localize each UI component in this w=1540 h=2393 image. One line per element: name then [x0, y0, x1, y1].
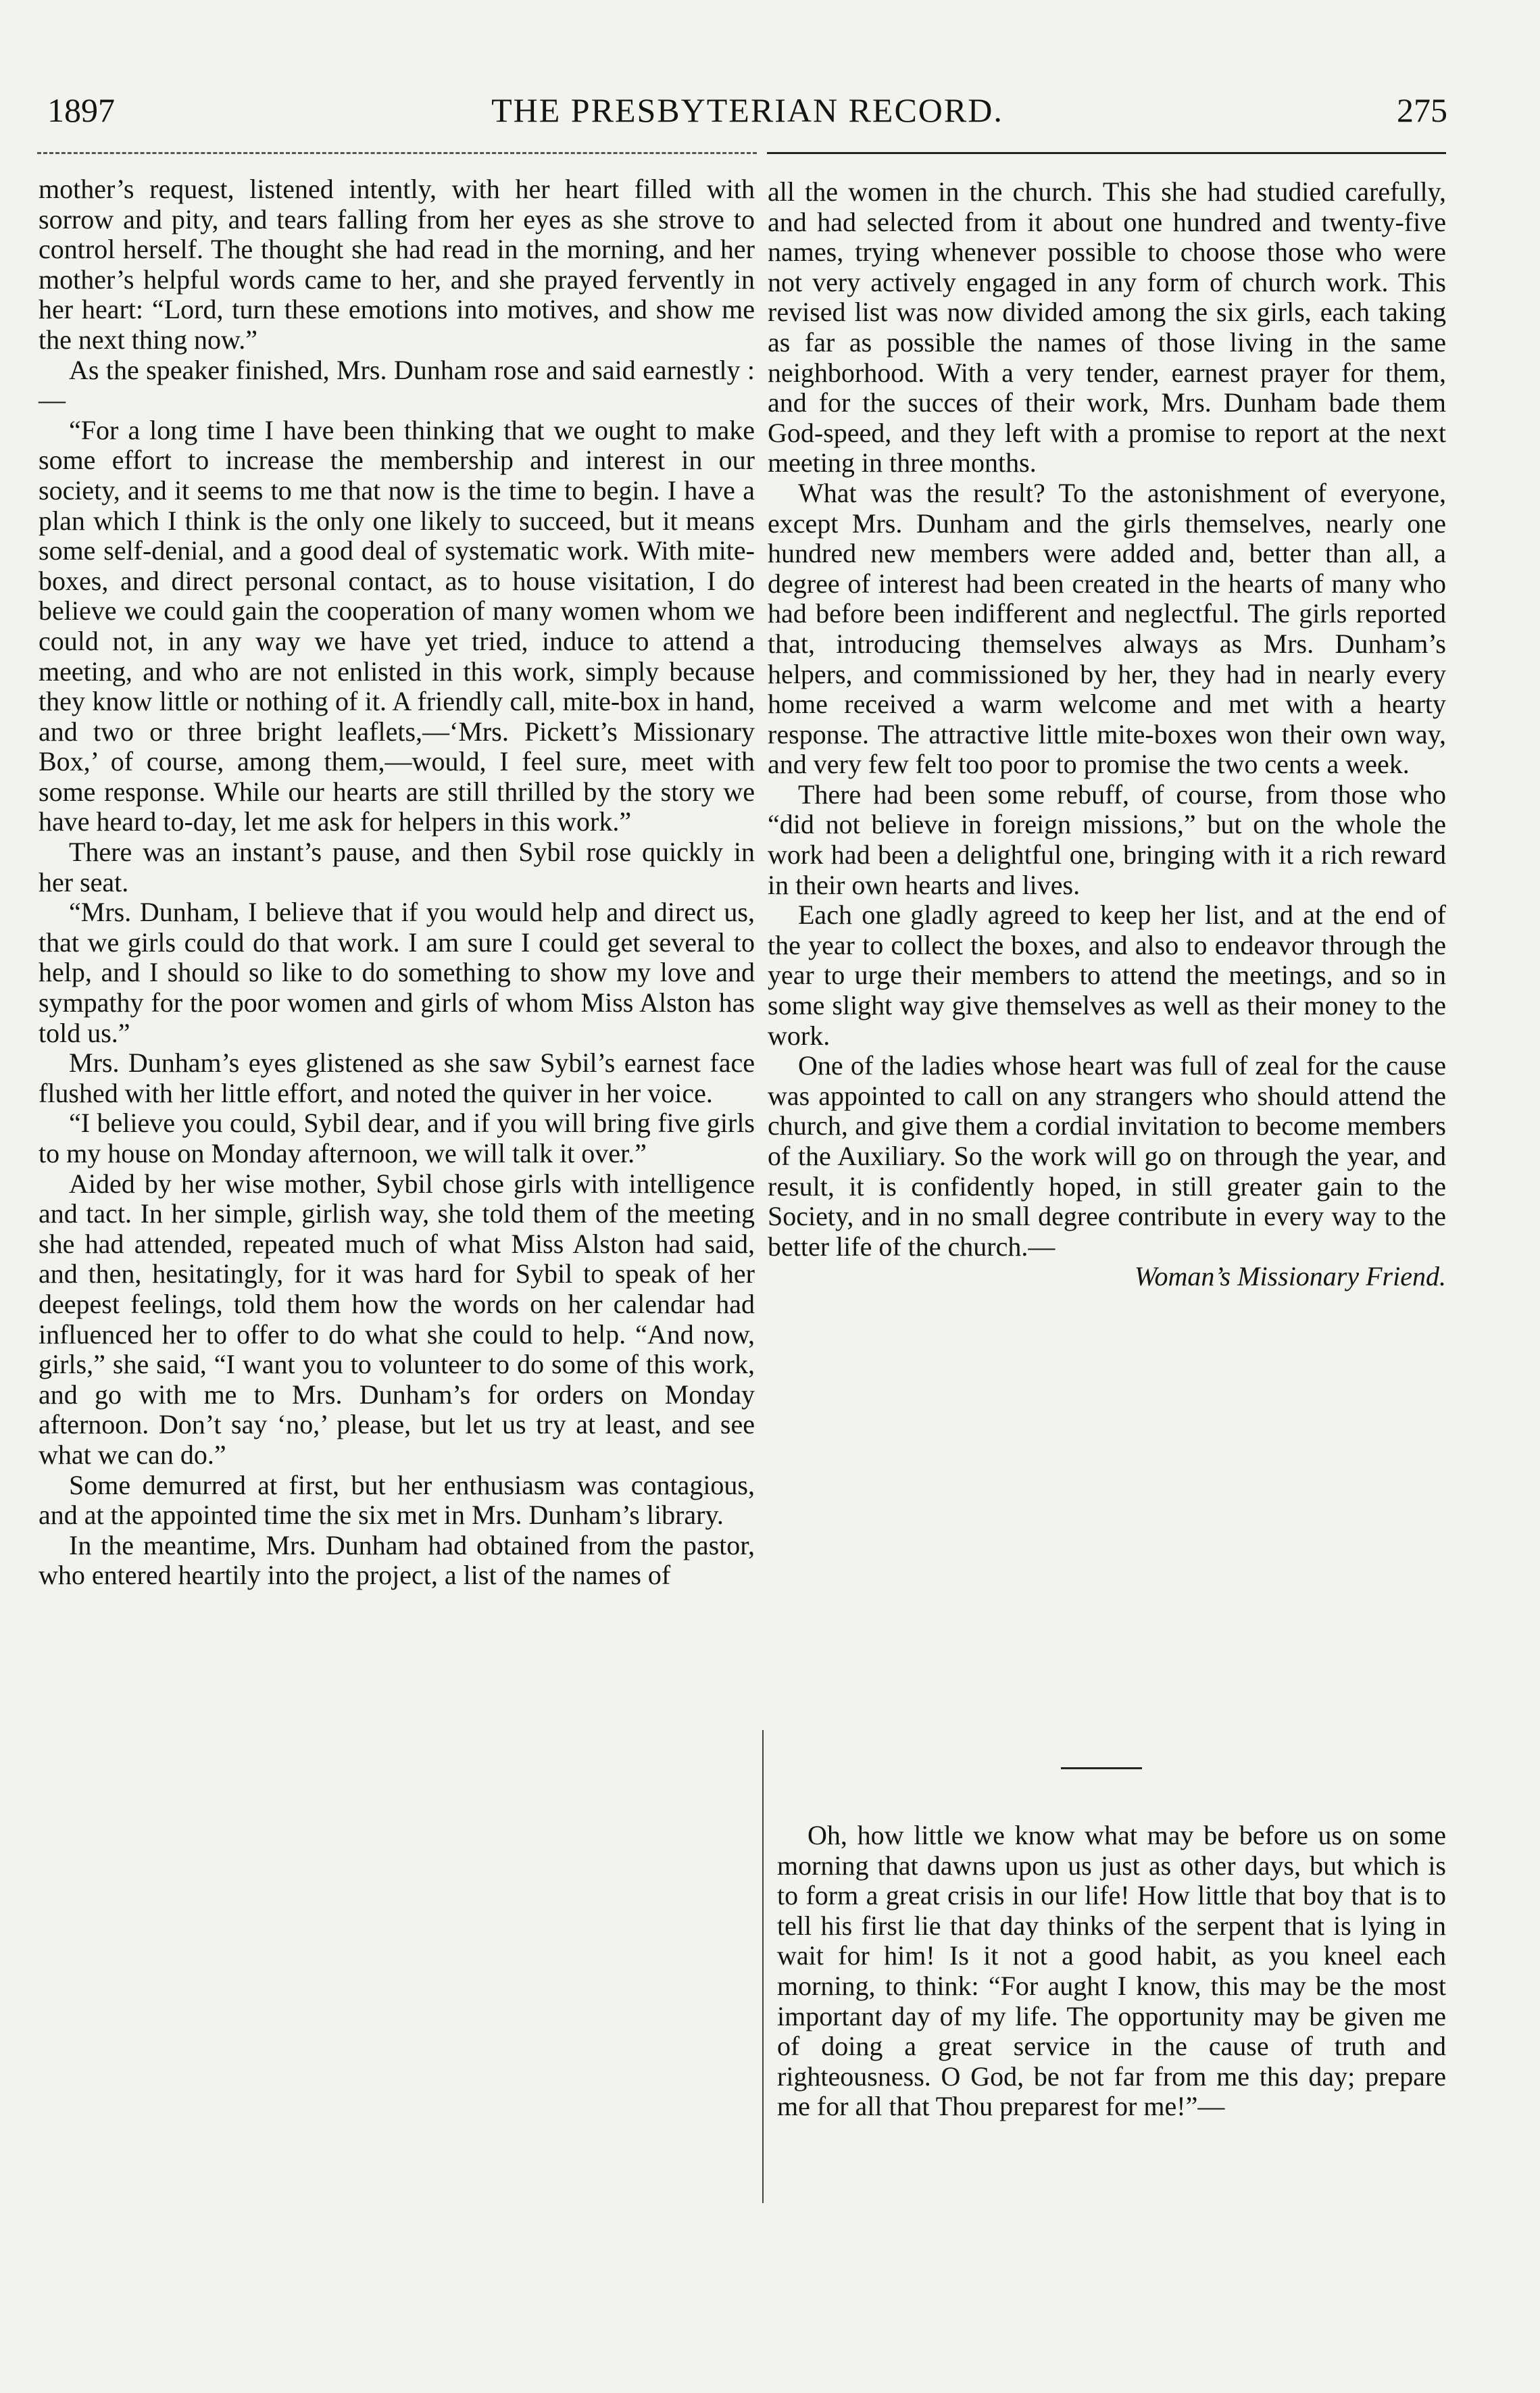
- paragraph: What was the result? To the astonishment of everyone, except Mrs. Dunham and the girls themselves, nearly one hundred new members were added and, better than all, a degree of interest had been created in the hearts of many who had before been indifferent and neglectful. The girls reported that, introducing themselves always as Mrs. Dunham’s helpers, and commissioned by her, they had in nearly every home received a warm welcome and met with a hearty response. The attractive little mite-boxes won their own way, and very few felt too poor to promise the two cents a week.: [768, 477, 1446, 780]
- paragraph: Mrs. Dunham’s eyes glistened as she saw Sybil’s earnest face flushed with her little effort, and noted the quiver in her voice.: [39, 1047, 755, 1108]
- paragraph: Aided by her wise mother, Sybil chose girls with intelligence and tact. In her simple, girlish way, she told them of the meeting she had attended, repeated much of what Miss Alston had said, and then, hesitatingly, for it was hard for Sybil to speak of her deepest feelings, told them how the words on her calendar had influenced her to offer to do what she could to help. “And now, girls,” she said, “I want you to volunteer to do some of this work, and go with me to Mrs. Dunham’s for orders on Monday afternoon. Don’t say ‘no,’ please, but let us try at least, and see what we can do.”: [39, 1168, 755, 1470]
- page-header: [47, 87, 1447, 134]
- closing-section: [777, 1821, 1446, 2122]
- paragraph: As the speaker finished, Mrs. Dunham rose and said earnestly :—: [39, 354, 755, 416]
- header-year: 1897: [47, 91, 115, 129]
- paragraph: One of the ladies whose heart was full of zeal for the cause was appointed to call on any strangers who should attend the church, and give them a cordial invitation to become members of the Auxiliary. So the work will go on through the year, and result, it is confidently hoped, in still greater gain to the Society, and in no small degree contribute in every way to the better life of the church.—: [768, 1050, 1446, 1262]
- header-title: THE PRESBYTERIAN RECORD.: [491, 91, 1003, 129]
- paragraph: “I believe you could, Sybil dear, and if you will bring five girls to my house on Monday afternoon, we will talk it over.”: [39, 1108, 755, 1168]
- header-page-number: 275: [1397, 91, 1447, 129]
- paragraph: mother’s request, listened intently, with her heart filled with sorrow and pity, and tears falling from her eyes as she strove to control herself. The thought she had read in the morning, and her mother’s helpful words came to her, and she prayed fervently in her heart: “Lord, turn these emotions into motives, and show me the next thing now.”: [39, 174, 755, 355]
- paragraph: Each one gladly agreed to keep her list, and at the end of the year to collect the boxes, and also to endeavor through the year to urge their members to attend the meetings, and so in some slight way give themselves as well as their money to the work.: [768, 899, 1446, 1051]
- section-separator: [1061, 1767, 1142, 1769]
- attribution: [768, 1262, 1446, 1292]
- header-rule-right: [767, 152, 1446, 154]
- right-column: [768, 177, 1446, 1292]
- left-column: [39, 174, 755, 1591]
- paragraph: “Mrs. Dunham, I believe that if you would help and direct us, that we girls could do that work. I am sure I could get several to help, and I should so like to do something to show my love and sympathy for the poor women and girls of whom Miss Alston has told us.”: [39, 897, 755, 1048]
- paragraph: In the meantime, Mrs. Dunham had obtained from the pastor, who entered heartily into the project, a list of the names of: [39, 1529, 755, 1591]
- paragraph: “For a long time I have been thinking that we ought to make some effort to increase the membership and interest in our society, and it seems to me that now is the time to begin. I have a plan which I think is the only one likely to succeed, but it means some self-denial, and a good deal of systematic work. With mite-boxes, and direct personal contact, as to house visitation, I do believe we could gain the cooperation of many women whom we could not, in any way we have yet tried, induce to attend a meeting, and who are not enlisted in this work, simply because they know little or nothing of it. A friendly call, mite-box in hand, and two or three bright leaflets,—‘Mrs. Pickett’s Missionary Box,’ of course, among them,—would, I feel sure, meet with some response. While our hearts are still thrilled by the story we have heard to-day, let me ask for helpers in this work.”: [39, 414, 755, 837]
- paragraph: There was an instant’s pause, and then Sybil rose quickly in her seat.: [39, 837, 755, 897]
- attribution-source: Woman’s Missionary Friend.: [1134, 1261, 1446, 1292]
- paragraph: There had been some rebuff, of course, from those who “did not believe in foreign missions,” but on the whole the work had been a delightful one, bringing with it a rich reward in their own hearts and lives.: [768, 779, 1446, 900]
- paragraph: Some demurred at first, but her enthusiasm was contagious, and at the appointed time the six met in Mrs. Dunham’s library.: [39, 1469, 755, 1531]
- paragraph: all the women in the church. This she had studied carefully, and had selected from it about one hundred and twenty-five names, trying whenever possible to choose those who were not very actively engaged in any form of church work. This revised list was now divided among the six girls, each taking as far as possible the names of those living in the same neighborhood. With a very tender, earnest prayer for them, and for the succes of their work, Mrs. Dunham bade them God-speed, and they left with a promise to report at the next meeting in three months.: [768, 176, 1446, 478]
- header-rule-left: [37, 152, 757, 154]
- column-divider: [762, 1730, 764, 2203]
- paragraph: Oh, how little we know what may be before us on some morning that dawns upon us just as other days, but which is to form a great crisis in our life! How little that boy that is to tell his first lie that day thinks of the serpent that is lying in wait for him! Is it not a good habit, as you kneel each morning, to think: “For aught I know, this may be the most important day of my life. The opportunity may be given me of doing a great service in the cause of truth and righteousness. O God, be not far from me this day; prepare me for all that Thou preparest for me!”—: [777, 1820, 1446, 2122]
